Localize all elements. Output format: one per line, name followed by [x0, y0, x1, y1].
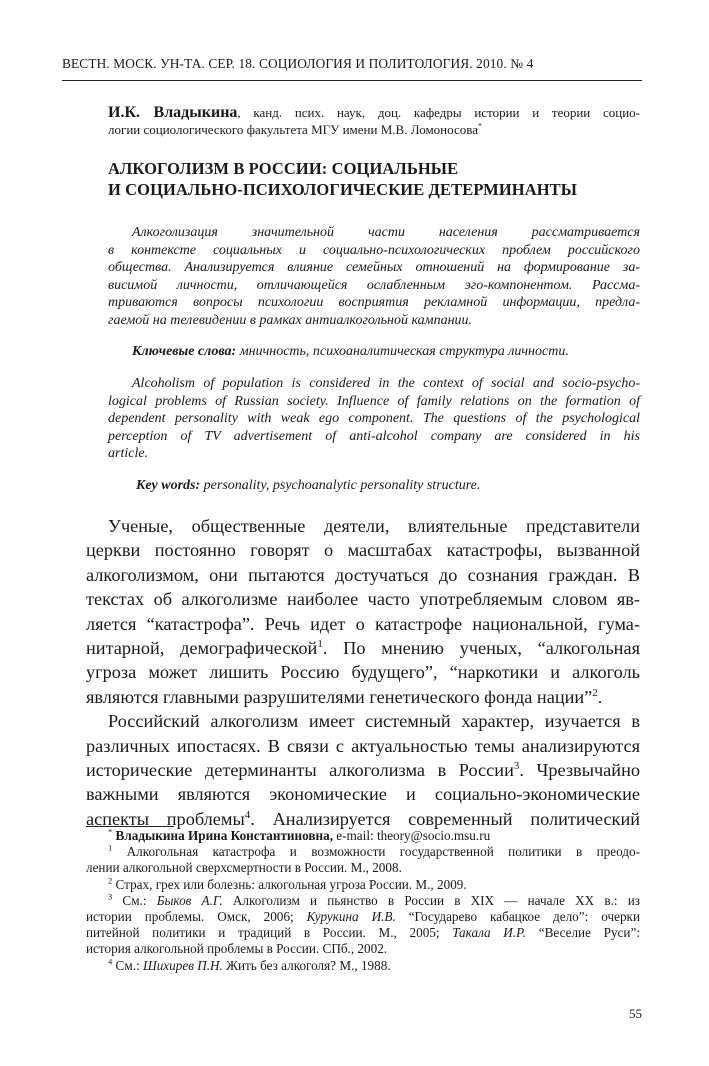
footnote-author-ref: Быков А.Г. — [156, 892, 223, 908]
abstract-ru-line: триваются вопросы психологии восприятия рекламной информации, предла- — [108, 295, 640, 311]
keywords-en-text: personality, psychoanalytic personality structure. — [200, 478, 481, 493]
header-rule — [62, 80, 642, 81]
footnote-author-name: Владыкина Ирина Константиновна, — [115, 828, 333, 843]
footnote-mark: 4 — [108, 956, 113, 967]
body-text-run: исторические детерминанты алкоголизма в России — [86, 760, 514, 781]
keywords-ru-text: мничность, психоаналитическая структура личности. — [236, 344, 569, 359]
footnote-3-cont: история алкогольной проблемы в России. СПб., 2002. — [86, 941, 388, 957]
author-name: И.К. Владыкина — [108, 104, 238, 121]
body-line: Российский алкоголизм имеет системный характер, изучается в — [108, 711, 640, 732]
footnote-rule — [86, 826, 174, 827]
title-line-1: АЛКОГОЛИЗМ В РОССИИ: СОЦИАЛЬНЫЕ — [108, 159, 459, 178]
body-line: алкоголизмом, они пытаются достучаться до сознания граждан. В — [86, 564, 640, 585]
footnote-3 — [86, 893, 640, 909]
keywords-en-label: Key words: — [136, 478, 201, 493]
footnote-mark: * — [108, 826, 113, 837]
footnote-1 — [86, 844, 640, 860]
footnote-author — [86, 828, 640, 844]
footnote-text: Жить без алкоголя? М., 1988. — [222, 957, 391, 973]
abstract-ru-line: общества. Анализируется влияние семейных отношений на формирование за- — [108, 260, 640, 276]
footnote-text: питейной политики и традиций в России. М., 2005; — [86, 925, 453, 941]
body-line — [86, 758, 640, 782]
body-text-run: . Чрезвычайно — [519, 760, 640, 781]
body-line: Ученые, общественные деятели, влиятельные представители — [108, 516, 640, 536]
body-text-run: нитарной, демографической — [86, 638, 318, 659]
footnote-author-ref: Такала И.Р. — [452, 925, 527, 941]
author-line-2 — [108, 121, 640, 138]
body-text-run: аспекты проблемы — [86, 808, 245, 829]
author-footnote-mark: * — [477, 121, 482, 131]
abstract-en-line: dependent personality with weak ego component. The questions of the psychological — [108, 411, 640, 427]
footnote-2 — [86, 877, 640, 893]
abstract-ru-line: в контексте социальных и социально-психологических проблем российского — [108, 242, 640, 258]
title-line-2: И СОЦИАЛЬНО-ПСИХОЛОГИЧЕСКИЕ ДЕТЕРМИНАНТЫ — [108, 180, 578, 199]
body-text-run: . По мнению ученых, “алкогольная — [322, 638, 640, 659]
abstract-ru-line: Алкоголизация значительной части населения рассматривается — [132, 225, 640, 240]
abstract-en-line: perception of TV advertisement of anti-alcohol company are considered in his — [108, 428, 640, 444]
footnote-author-ref: Шихирев П.Н. — [142, 957, 223, 973]
author-block — [108, 104, 640, 138]
body-line: церкви постоянно говорят о масштабах катастрофы, вызванной — [86, 540, 640, 561]
footnote-3-cont — [86, 909, 640, 925]
footnote-text: истории проблемы. Омск, 2006; — [86, 909, 307, 925]
abstract-ru-line: висимой личности, отличающейся ослабленным эго-компонентом. Рассма- — [108, 277, 640, 293]
footnote-ref[interactable]: 3 — [513, 759, 520, 772]
abstract-english — [108, 375, 640, 463]
page-number: 55 — [629, 1006, 642, 1021]
footnote-4 — [86, 958, 640, 974]
footnote-mark: 3 — [108, 891, 113, 902]
footnote-text: См.: — [112, 957, 143, 973]
keywords-english — [136, 478, 646, 494]
keywords-russian — [132, 344, 642, 360]
article-title — [108, 158, 648, 200]
footnotes — [86, 828, 640, 974]
body-line — [86, 636, 640, 660]
footnote-email: e-mail: theory@socio.msu.ru — [333, 828, 491, 843]
author-affiliation-1: , канд. псих. наук, доц. кафедры истории и теории социо- — [237, 105, 640, 120]
keywords-ru-label: Ключевые слова: — [132, 344, 237, 359]
footnote-1-cont: лении алкогольной сверхсмертности в России. М., 2008. — [86, 860, 402, 876]
footnote-author-ref: Курукина И.В. — [306, 909, 396, 925]
body-line: текстах об алкоголизме наиболее часто употребляемым словом яв- — [86, 589, 640, 610]
abstract-ru-line: гаемой на телевидении в рамках антиалкогольной кампании. — [108, 312, 473, 328]
author-affiliation-2: логии социологического факультета МГУ имени М.В. Ломоносова — [108, 122, 478, 137]
footnote-ref[interactable]: 1 — [317, 637, 323, 650]
footnote-text: “Веселие Руси”: — [526, 925, 640, 941]
footnote-text: Алкоголизм и пьянство в России в XIX — начале XX в.: из — [222, 892, 640, 908]
body-text-run: являются главными разрушителями генетического фонда нации” — [86, 686, 593, 707]
footnote-text: Алкогольная катастрофа и возможности государственной политики в преодо- — [112, 844, 640, 860]
footnote-text: “Государево кабацкое дело”: очерки — [395, 909, 640, 925]
author-line-1 — [108, 104, 640, 121]
abstract-russian — [108, 224, 640, 330]
body-line: различных ипостасях. В связи с актуальностью темы анализируются — [86, 735, 640, 756]
body-text — [86, 514, 640, 831]
body-text-run: . — [597, 686, 603, 707]
abstract-en-line: logical problems of Russian society. Influence of family relations on the formation of — [108, 393, 640, 409]
footnote-text: Страх, грех или болезнь: алкогольная угроза России. М., 2009. — [112, 876, 467, 892]
body-line: важными являются экономические и социально-экономические — [86, 784, 640, 805]
body-text-run: . Анализируется современный политический — [250, 808, 641, 829]
abstract-en-line: Alcoholism of population is considered in the context of social and socio-psycho- — [132, 376, 640, 391]
abstract-en-line: article. — [108, 446, 149, 462]
footnote-mark: 1 — [108, 842, 113, 853]
body-line: ляется “катастрофа”. Речь идет о катастрофе национальной, гума- — [86, 613, 640, 634]
footnote-ref[interactable]: 2 — [592, 686, 598, 699]
footnote-3-cont — [86, 925, 640, 941]
running-head: ВЕСТН. МОСК. УН-ТА. СЕР. 18. СОЦИОЛОГИЯ И ПОЛИТОЛОГИЯ. 2010. № 4 — [62, 56, 534, 71]
footnote-text: См.: — [112, 892, 157, 908]
body-line: угроза может лишить Россию будущего”, “наркотики и алкоголь — [86, 662, 640, 683]
body-line — [86, 685, 640, 709]
footnote-ref[interactable]: 4 — [244, 808, 251, 821]
footnote-mark: 2 — [108, 875, 113, 886]
